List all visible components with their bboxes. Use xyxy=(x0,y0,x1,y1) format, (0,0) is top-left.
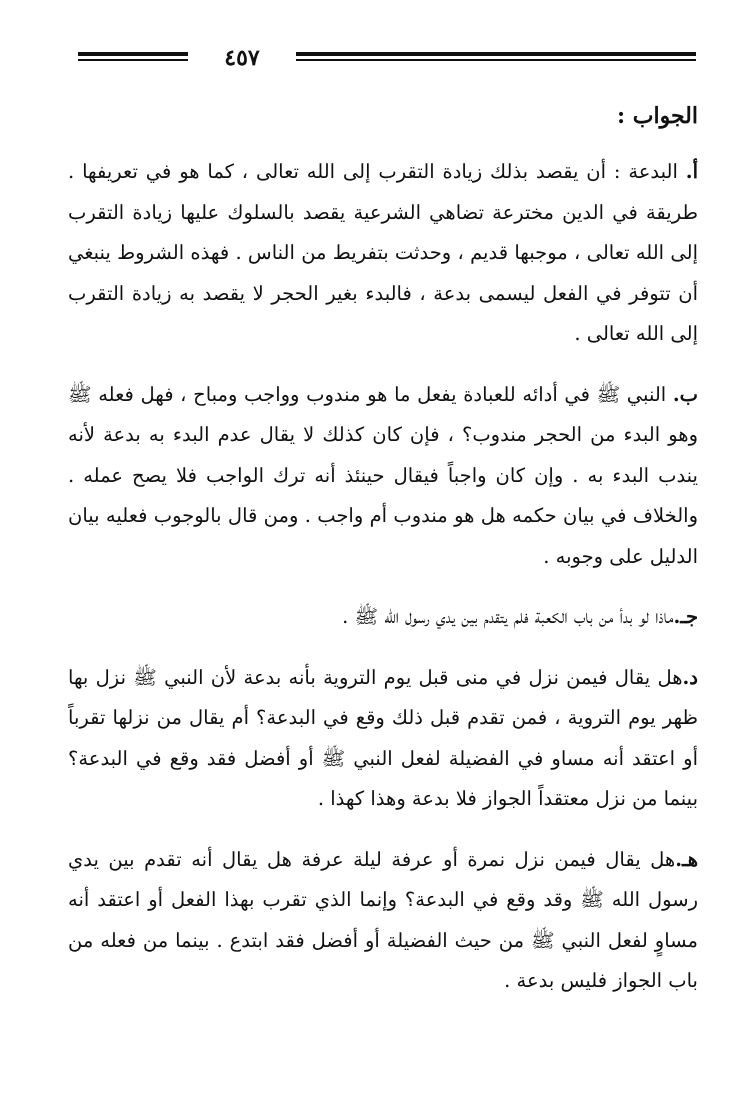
paragraph-label: جـ. xyxy=(673,605,698,628)
paragraph-text: هل يقال فيمن نزل في منى قبل يوم التروية بأنه بدعة لأن النبي ﷺ نزل بها ظهر يوم التروية ، فمن تقدم قبل ذلك وقع في البدعة؟ أم يقال من نزلها تقرباً أو اعتقد أنه مساو في الفضيلة لفعل النبي ﷺ أو أفضل فقد وقع في البدعة؟ بينما من نزل معتقداً الجواز فلا بدعة وهذا كهذا . xyxy=(68,665,698,810)
header-rule-right-thin xyxy=(296,59,696,61)
header-rule-left-thin xyxy=(78,59,188,61)
paragraph-dal xyxy=(68,658,698,820)
answer-heading: الجواب : xyxy=(617,103,698,129)
paragraph-label: ب. xyxy=(672,382,698,406)
paragraph-label: د. xyxy=(682,665,698,689)
page-number: ٤٥٧ xyxy=(224,45,260,71)
header-rule-right xyxy=(296,52,696,56)
paragraph-label: أ. xyxy=(685,160,698,183)
paragraph-text: البدعة : أن يقصد بذلك زيادة التقرب إلى الله تعالى ، كما هو في تعريفها . طريقة في الدين مخترعة تضاهي الشرعية يقصد بالسلوك عليها زيادة التقرب إلى الله تعالى ، موجبها قديم ، وحدثت بتفريط من الناس . فهذه الشروط ينبغي أن تتوفر في الفعل ليسمى بدعة ، فالبدء بغير الحجر لا يقصد به زيادة التقرب إلى الله تعالى . xyxy=(68,160,698,345)
paragraph-alef xyxy=(68,152,698,355)
paragraph-ba xyxy=(68,375,698,578)
page-header xyxy=(78,44,696,72)
paragraph-text: هل يقال فيمن نزل نمرة أو عرفة ليلة عرفة هل يقال أنه تقدم بين يدي رسول الله ﷺ وقد وقع في البدعة؟ وإنما الذي تقرب بهذا الفعل أو اعتقد أنه مساوٍ لفعل النبي ﷺ من حيث الفضيلة أو أفضل فقد ابتدع . بينما من فعله من باب الجواز فليس بدعة . xyxy=(68,847,698,992)
paragraph-label: هـ. xyxy=(675,847,698,871)
paragraph-text: النبي ﷺ في أدائه للعبادة يفعل ما هو مندوب وواجب ومباح ، فهل فعله ﷺ وهو البدء من الحجر مندوب؟ ، فإن كان كذلك لا يقال عدم البدء به بدعة لأنه يندب البدء به . وإن كان واجباً فيقال حينئذ أنه ترك الواجب فلا يصح عمله . والخلاف في بيان حكمه هل هو مندوب أم واجب . ومن قال بالوجوب فعليه بيان الدليل على وجوبه . xyxy=(68,382,698,568)
header-rule-left xyxy=(78,52,188,56)
paragraph-jim xyxy=(68,597,698,638)
paragraph-ha xyxy=(68,840,698,1002)
paragraph-text: ماذا لو بدأ من باب الكعبة فلم يتقدم بين يدي رسول الله ﷺ . xyxy=(342,605,674,628)
page-body xyxy=(68,96,698,1022)
